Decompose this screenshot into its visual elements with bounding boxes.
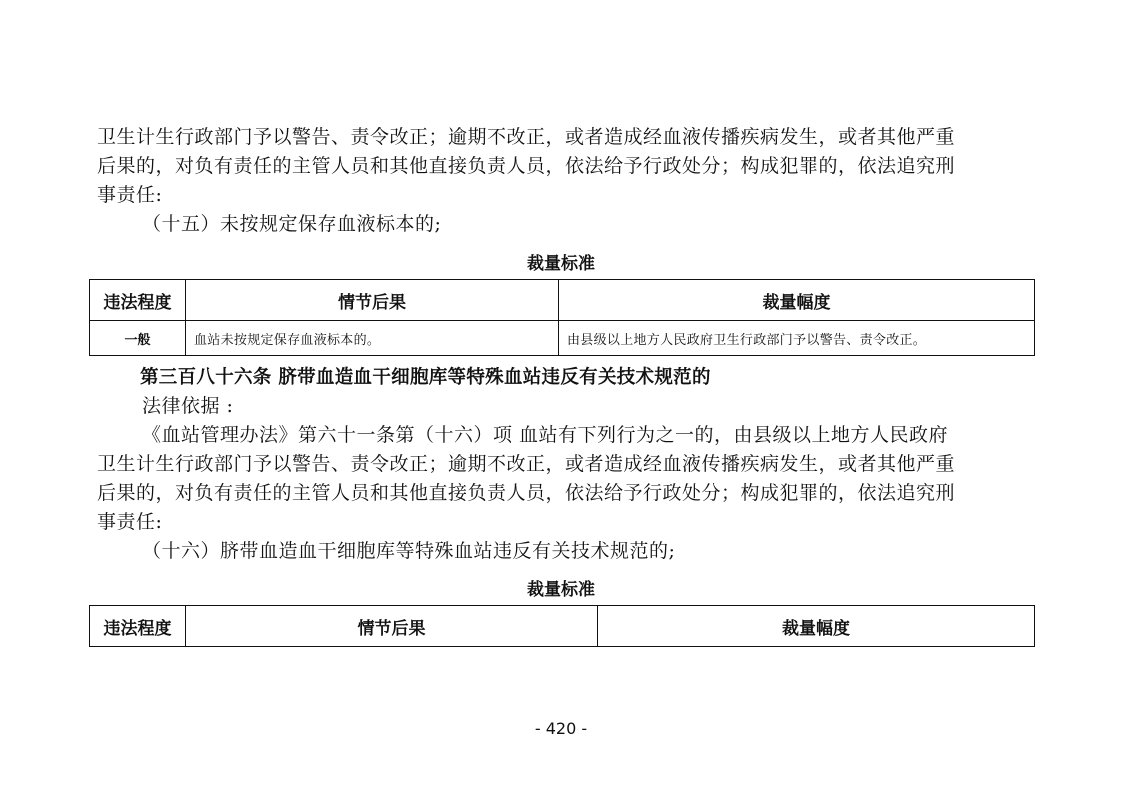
legal-basis-label: 法律依据 : [142,395,234,417]
header-penalty-range: 裁量幅度 [559,280,1035,321]
text-line: 卫生计生行政部门予以警告、责令改正；逾期不改正，或者造成经血液传播疾病发生，或者其他严重 [97,126,956,148]
text-line: 事责任: [97,511,163,533]
header-violation-level: 违法程度 [90,606,186,647]
text-line: 卫生计生行政部门予以警告、责令改正；逾期不改正，或者造成经血液传播疾病发生，或者其他严重 [97,453,956,475]
discretion-standard-table [89,605,1035,647]
table-header-row [90,606,1035,647]
text-line: 后果的，对负有责任的主管人员和其他直接负责人员，依法给予行政处分；构成犯罪的，依法追究刑 [97,155,956,177]
cell-violation-level: 一般 [90,321,186,356]
article-heading: 第三百八十六条 脐带血造血干细胞库等特殊血站违反有关技术规范的 [140,367,711,388]
cell-penalty-range: 由县级以上地方人民政府卫生行政部门予以警告、责令改正。 [559,321,1035,356]
table-caption: 裁量标准 [527,580,595,600]
cell-circumstance: 血站未按规定保存血液标本的。 [186,321,559,356]
header-circumstance: 情节后果 [186,606,598,647]
paragraph-continuation [97,123,1037,239]
table-caption: 裁量标准 [527,254,595,274]
text-line: 《血站管理办法》第六十一条第（十六）项 血站有下列行为之一的，由县级以上地方人民政府 [142,424,949,446]
table-header-row [90,280,1035,321]
text-line: 后果的，对负有责任的主管人员和其他直接负责人员，依法给予行政处分；构成犯罪的，依法追究刑 [97,482,956,504]
header-penalty-range: 裁量幅度 [598,606,1035,647]
item-sixteen: （十六）脐带血造血干细胞库等特殊血站违反有关技术规范的; [142,540,676,562]
text-line: 事责任: [97,184,163,206]
header-circumstance: 情节后果 [186,280,559,321]
legal-basis-section [97,392,1037,566]
table-row [90,321,1035,356]
discretion-standard-table [89,279,1035,356]
page-number: - 420 - [534,719,588,738]
item-fifteen: （十五）未按规定保存血液标本的; [142,213,442,235]
header-violation-level: 违法程度 [90,280,186,321]
